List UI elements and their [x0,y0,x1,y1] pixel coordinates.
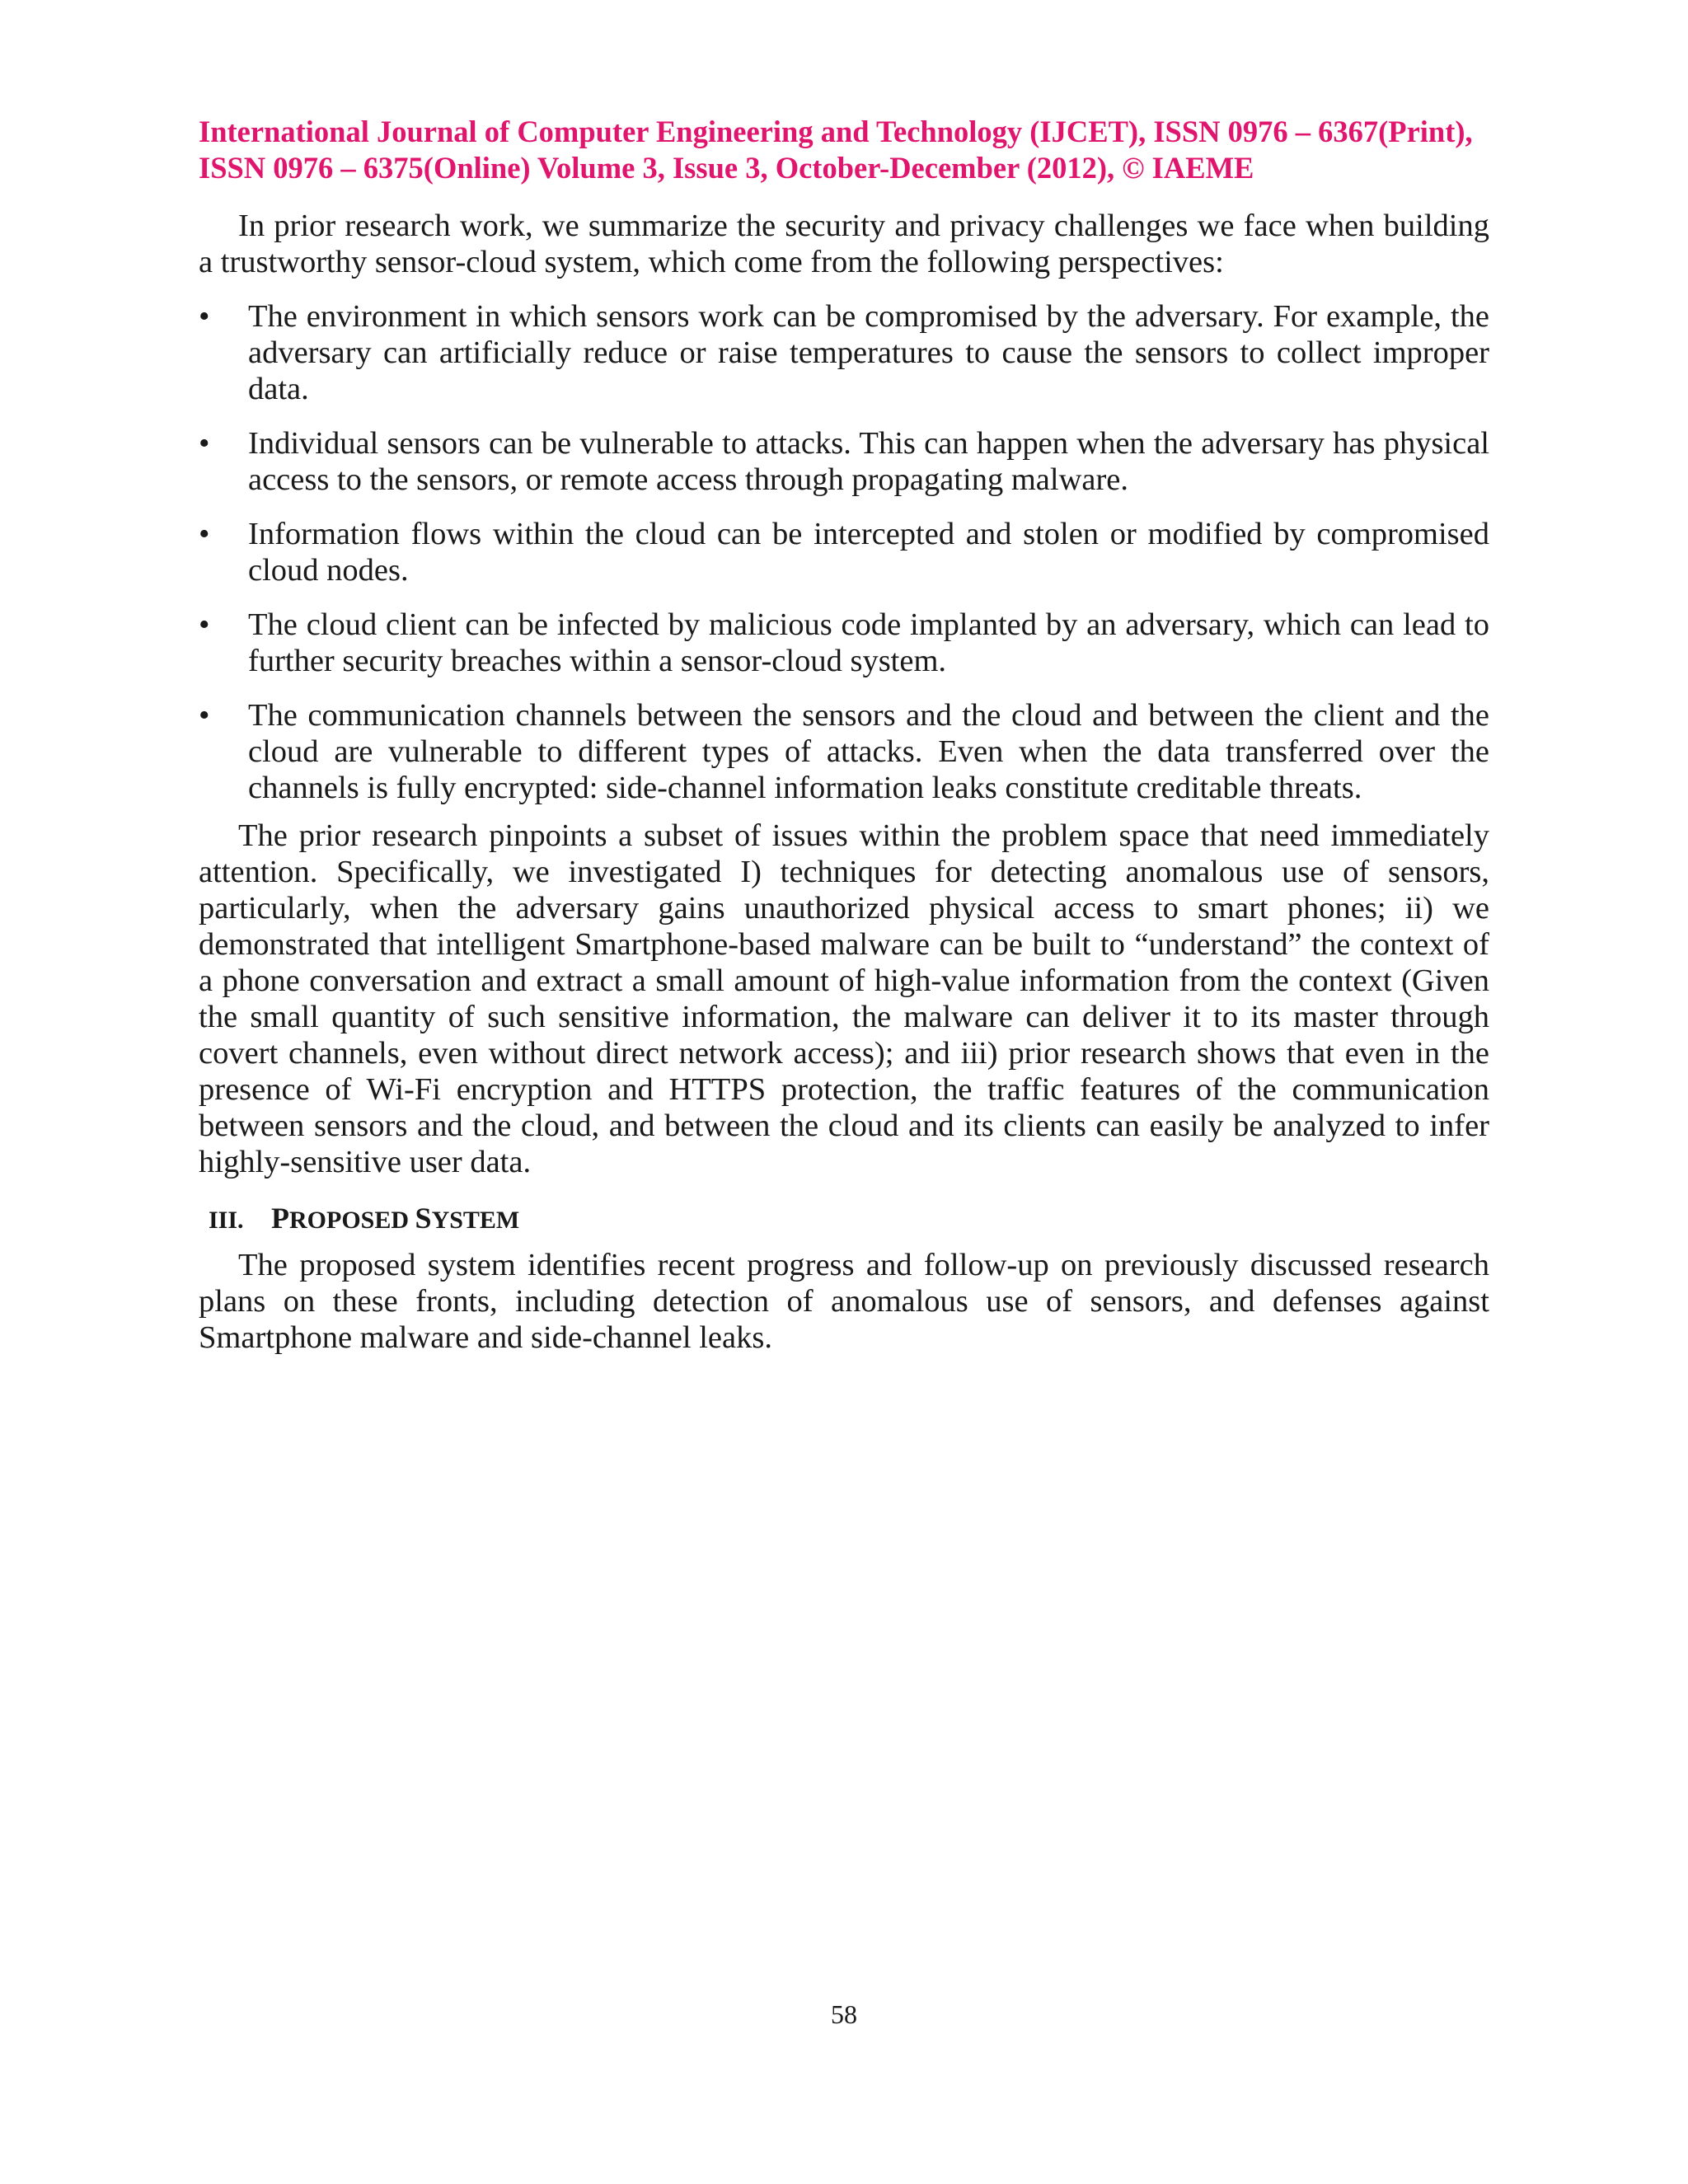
proposed-paragraph: The proposed system identifies recent progress and follow-up on previously discussed research plans on these fronts, including detection of anomalous use of sensors, and defenses against Smartphone malware and side-channel leaks. [199,1248,1489,1355]
intro-paragraph: In prior research work, we summarize the security and privacy challenges we face when building a trustworthy sensor-cloud system, which come from the following perspectives: [199,209,1489,279]
list-item [199,516,1489,588]
list-item-text: Information flows within the cloud can be intercepted and stolen or modified by compromised cloud nodes. [248,517,1489,588]
list-item-text: The cloud client can be infected by malicious code implanted by an adversary, which can lead to further security breaches within a sensor-cloud system. [248,607,1489,678]
list-item [199,607,1489,679]
bullet-icon: • [199,607,210,642]
list-item-text: Individual sensors can be vulnerable to attacks. This can happen when the adversary has physical access to the sensors, or remote access through propagating malware. [248,426,1489,497]
bullet-icon: • [199,517,210,551]
section-heading [209,1202,1489,1237]
section-title-rest-s: YSTEM [431,1207,520,1234]
journal-header [199,114,1489,186]
list-item [199,697,1489,806]
section-title-initial-p: P [271,1202,289,1235]
list-item-text: The environment in which sensors work can be compromised by the adversary. For example, the adversary can artificially reduce or raise temperatures to cause the sensors to collect improper data. [248,299,1489,406]
bullet-icon: • [199,698,210,733]
section-title-rest-p: ROPOSED [289,1207,410,1234]
list-item-text: The communication channels between the sensors and the cloud and between the client and the cloud are vulnerable to different types of attacks. Even when the data transferred over the channels is fully encrypted: side-channel information leaks constitute creditable threats. [248,698,1489,805]
journal-header-line-1: International Journal of Computer Engineering and Technology (IJCET), ISSN 0976 – 6367(Print), [199,115,1473,148]
page-content [199,114,1489,1356]
list-item [199,425,1489,498]
page-number: 58 [831,1999,857,2029]
section-title-initial-s: S [415,1202,432,1235]
journal-header-line-2: ISSN 0976 – 6375(Online) Volume 3, Issue 3, October-December (2012), © IAEME [199,151,1254,185]
section-number: III. [209,1207,244,1234]
challenge-list [199,298,1489,806]
list-item [199,298,1489,407]
bullet-icon: • [199,426,210,461]
bullet-icon: • [199,299,210,334]
research-paragraph: The prior research pinpoints a subset of issues within the problem space that need immediately attention. Specifically, we investigated I) techniques for detecting anomalous use of sensors, particularly, when the adversary gains unauthorized physical access to smart phones; ii) we demonstrated that intelligent Smartphone-based malware can be built to “understand” the context of a phone conversation and extract a small amount of high-value information from the context (Given the small quantity of such sensitive information, the malware can deliver it to its master through covert channels, even without direct network access); and iii) prior research shows that even in the presence of Wi-Fi encryption and HTTPS protection, the traffic features of the communication between sensors and the cloud, and between the cloud and its clients can easily be analyzed to infer highly-sensitive user data. [199,818,1489,1179]
